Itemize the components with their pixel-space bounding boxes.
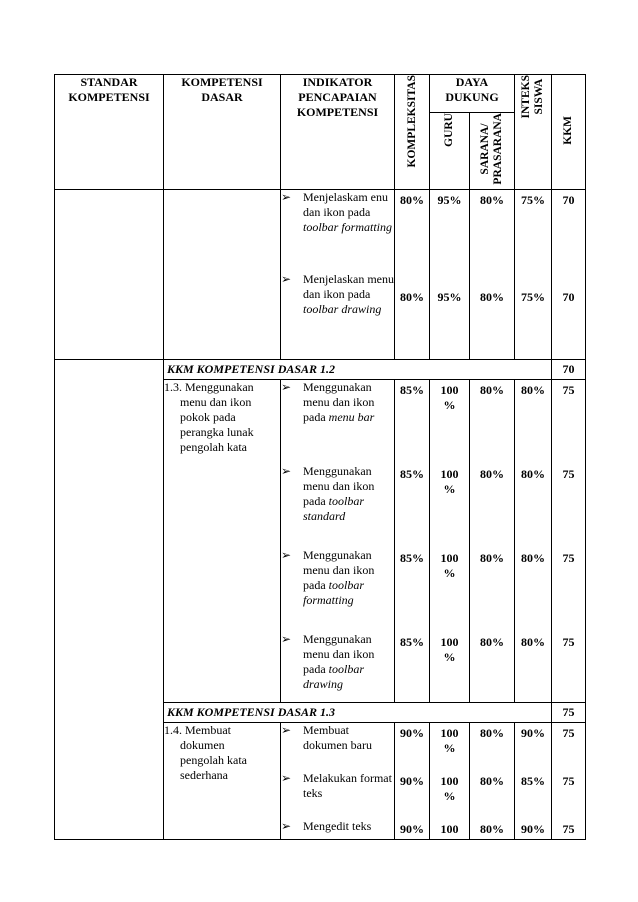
indikator-text: Menjelaskam enu dan ikon pada	[303, 190, 388, 219]
indikator-item	[281, 380, 394, 464]
inteks-value: 80%	[521, 551, 545, 565]
indikator-text: Mengedit teks	[303, 819, 372, 833]
inteks-value: 90%	[521, 726, 545, 740]
kompleksitas-value: 85%	[400, 467, 424, 481]
inteks-value: 85%	[521, 774, 545, 788]
sarana-value: 80%	[480, 383, 504, 397]
standar-cell	[55, 723, 164, 840]
guru-value: 100	[440, 822, 459, 836]
sarana-value: 80%	[480, 635, 504, 649]
inteks-value: 80%	[521, 467, 545, 481]
indikator-italic-term: toolbar drawing	[303, 662, 364, 691]
sarana-value: 80%	[480, 774, 504, 788]
header-kompleksitas: KOMPLEKSITAS	[395, 75, 430, 190]
inteks-values	[515, 380, 552, 703]
guru-value: 100 %	[440, 551, 459, 580]
inteks-values	[515, 190, 552, 360]
arrow-bullet-icon: ➢	[281, 771, 292, 785]
guru-value: 100 %	[440, 726, 459, 755]
sarana-value: 80%	[480, 193, 504, 207]
header-daya-dukung: DAYA DUKUNG	[430, 75, 515, 113]
inteks-values	[515, 723, 552, 840]
kd-line: pengolah kata	[180, 753, 247, 767]
indikator-cell	[281, 723, 395, 840]
sarana-values	[470, 190, 515, 360]
header-row-top	[55, 75, 586, 113]
kompleksitas-value: 90%	[400, 822, 424, 836]
kd-1-4-cell	[164, 723, 281, 840]
kkm-value: 75	[562, 635, 575, 649]
guru-values	[430, 380, 470, 703]
header-inteks-siswa: INTEKS SISWA	[515, 75, 552, 190]
kkm-value: 70	[562, 193, 575, 207]
kkm-kd-1-2-value: 70	[552, 360, 586, 380]
indikator-item	[281, 272, 394, 344]
kkm-value: 75	[562, 774, 575, 788]
guru-value: 100 %	[440, 467, 459, 496]
indikator-item	[281, 548, 394, 632]
kd-line: sederhana	[180, 768, 228, 782]
kkm-values	[552, 190, 586, 360]
arrow-bullet-icon: ➢	[281, 380, 292, 394]
guru-value: 100 %	[440, 635, 459, 664]
indikator-item	[281, 771, 394, 819]
sarana-value: 80%	[480, 467, 504, 481]
guru-values	[430, 723, 470, 840]
kkm-values	[552, 723, 586, 840]
indikator-item	[281, 819, 394, 839]
arrow-bullet-icon: ➢	[281, 723, 292, 737]
kkm-value: 75	[562, 383, 575, 397]
kkm-kd-1-3-row	[55, 703, 586, 723]
kd-cell	[164, 190, 281, 360]
indikator-cell	[281, 380, 395, 703]
guru-value: 95%	[437, 193, 462, 207]
kd-line: 1.3. Menggunakan	[164, 380, 254, 394]
indikator-italic-term: menu bar	[328, 410, 375, 424]
block-1-3	[55, 380, 586, 703]
kompleksitas-values	[395, 190, 430, 360]
sarana-value: 80%	[480, 822, 504, 836]
header-kkm: KKM	[552, 75, 586, 190]
indikator-item	[281, 190, 394, 272]
kd-line: dokumen	[180, 738, 225, 752]
indikator-text: Menggunakan menu dan ikon pada	[303, 548, 375, 592]
indikator-italic-term: toolbar standard	[303, 494, 364, 523]
standar-cell	[55, 380, 164, 703]
kompleksitas-values	[395, 380, 430, 703]
kompleksitas-value: 85%	[400, 551, 424, 565]
arrow-bullet-icon: ➢	[281, 272, 292, 286]
kompleksitas-value: 90%	[400, 726, 424, 740]
indikator-item	[281, 464, 394, 548]
kkm-value: 70	[562, 290, 575, 304]
block-1-2-continuation	[55, 190, 586, 360]
inteks-value: 90%	[521, 822, 545, 836]
kompleksitas-value: 90%	[400, 774, 424, 788]
inteks-value: 75%	[521, 193, 545, 207]
header-indikator: INDIKATOR PENCAPAIAN KOMPETENSI	[281, 75, 395, 190]
guru-values	[430, 190, 470, 360]
kkm-value: 75	[562, 822, 575, 836]
kompleksitas-value: 85%	[400, 635, 424, 649]
indikator-text: Menggunakan menu dan ikon pada	[303, 380, 375, 424]
inteks-value: 80%	[521, 635, 545, 649]
kompleksitas-value: 80%	[400, 290, 424, 304]
indikator-text: Menggunakan menu dan ikon pada	[303, 632, 375, 676]
kkm-table	[54, 74, 586, 840]
kkm-kd-1-3-label: KKM KOMPETENSI DASAR 1.3	[164, 703, 552, 723]
indikator-item	[281, 723, 394, 771]
indikator-italic-term: toolbar formatting	[303, 220, 393, 234]
arrow-bullet-icon: ➢	[281, 464, 292, 478]
block-1-4	[55, 723, 586, 840]
indikator-italic-term: toolbar formatting	[303, 578, 364, 607]
sarana-values	[470, 723, 515, 840]
kd-line: pengolah kata	[180, 440, 247, 454]
kkm-kd-1-3-value: 75	[552, 703, 586, 723]
sarana-value: 80%	[480, 551, 504, 565]
kkm-value: 75	[562, 726, 575, 740]
kd-1-3-cell	[164, 380, 281, 703]
inteks-value: 80%	[521, 383, 545, 397]
kd-line: pokok pada	[180, 410, 236, 424]
kkm-values	[552, 380, 586, 703]
kompleksitas-values	[395, 723, 430, 840]
guru-value: 95%	[437, 290, 462, 304]
kkm-kd-1-2-row	[55, 360, 586, 380]
header-kompetensi-dasar: KOMPETENSI DASAR	[164, 75, 281, 190]
kompleksitas-value: 80%	[400, 193, 424, 207]
kd-line: 1.4. Membuat	[164, 723, 231, 737]
header-standar-kompetensi: STANDAR KOMPETENSI	[55, 75, 164, 190]
kd-line: menu dan ikon	[180, 395, 252, 409]
indikator-text: Menggunakan menu dan ikon pada	[303, 464, 375, 508]
kkm-kd-1-2-label: KKM KOMPETENSI DASAR 1.2	[164, 360, 552, 380]
header-sarana: SARANA/ PRASARANA	[470, 113, 515, 190]
indikator-text: Menjelaskan menu dan ikon pada	[303, 272, 394, 301]
sarana-value: 80%	[480, 290, 504, 304]
arrow-bullet-icon: ➢	[281, 819, 292, 833]
inteks-value: 75%	[521, 290, 545, 304]
standar-cell	[55, 703, 164, 723]
guru-value: 100 %	[440, 774, 459, 803]
kompleksitas-value: 85%	[400, 383, 424, 397]
header-guru: GURU	[430, 113, 470, 190]
sarana-value: 80%	[480, 726, 504, 740]
arrow-bullet-icon: ➢	[281, 548, 292, 562]
standar-cell	[55, 190, 164, 360]
indikator-text: Melakukan format teks	[303, 771, 392, 800]
indikator-text: Membuat dokumen baru	[303, 723, 372, 752]
kkm-value: 75	[562, 467, 575, 481]
kkm-value: 75	[562, 551, 575, 565]
kd-line: perangka lunak	[180, 425, 254, 439]
arrow-bullet-icon: ➢	[281, 190, 292, 204]
guru-value: 100 %	[440, 383, 459, 412]
standar-cell	[55, 360, 164, 380]
indikator-cell	[281, 190, 395, 360]
indikator-item	[281, 632, 394, 702]
indikator-italic-term: toolbar drawing	[303, 302, 382, 316]
sarana-values	[470, 380, 515, 703]
arrow-bullet-icon: ➢	[281, 632, 292, 646]
